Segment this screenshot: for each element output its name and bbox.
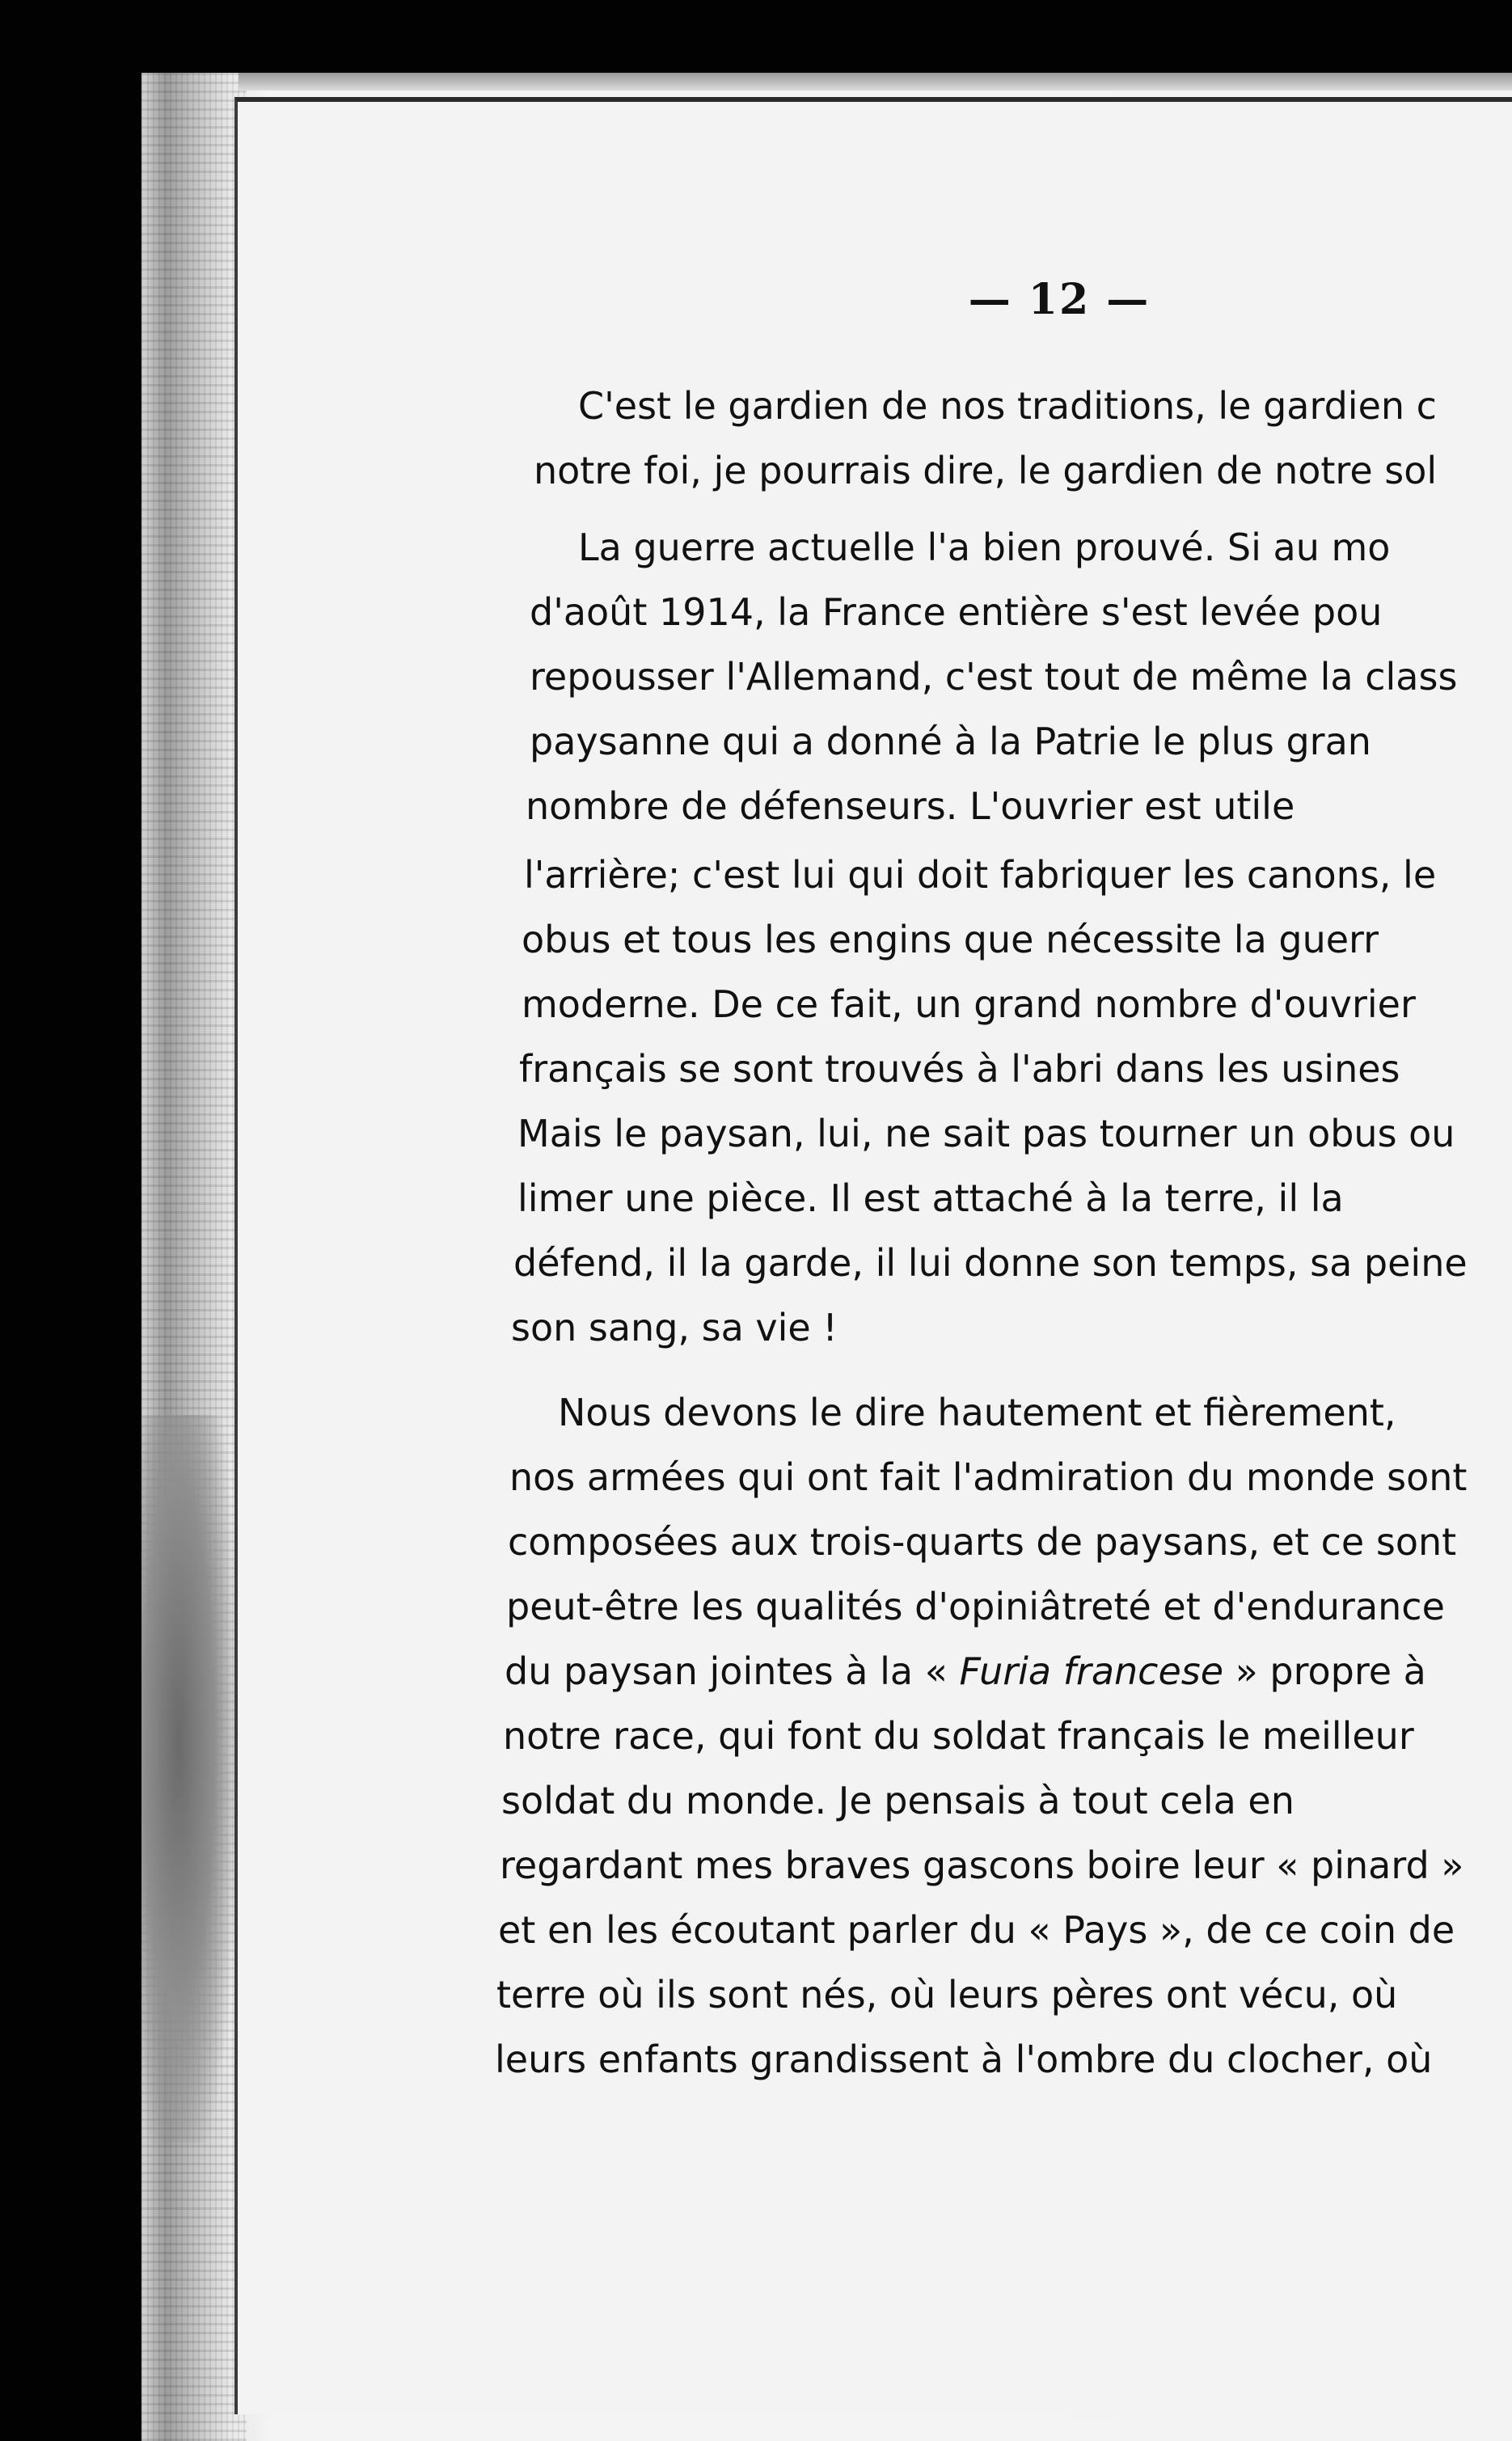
text-line: terre où ils sont nés, où leurs pères ont vécu, où	[496, 1973, 1398, 2017]
text-line: l'arrière; c'est lui qui doit fabriquer les canons, le	[524, 853, 1437, 897]
text-line: composées aux trois-quarts de paysans, et ce sont	[508, 1520, 1457, 1564]
text-line: regardant mes braves gascons boire leur « pinard »	[500, 1843, 1464, 1887]
text-line: limer une pièce. Il est attaché à la terre, il la	[517, 1176, 1344, 1220]
text-line: d'août 1914, la France entière s'est levée pou	[530, 590, 1383, 634]
text-line: son sang, sa vie !	[511, 1306, 838, 1349]
text-line: moderne. De ce fait, un grand nombre d'ouvrier	[522, 982, 1416, 1026]
text-line: La guerre actuelle l'a bien prouvé. Si au mo	[578, 526, 1391, 569]
text-line: nombre de défenseurs. L'ouvrier est utile	[526, 784, 1295, 828]
text-line: C'est le gardien de nos traditions, le gardien c	[578, 384, 1437, 428]
page-stain	[141, 1415, 234, 2143]
text-line: peut-être les qualités d'opiniâtreté et d'endurance	[506, 1585, 1445, 1628]
text-line: soldat du monde. Je pensais à tout cela en	[501, 1779, 1294, 1822]
text-line: défend, il la garde, il lui donne son temps, sa peine	[513, 1241, 1468, 1285]
text-line: Nous devons le dire hautement et fièrement,	[558, 1391, 1396, 1434]
text-line: français se sont trouvés à l'abri dans les usines	[519, 1047, 1400, 1091]
text-line: repousser l'Allemand, c'est tout de même la class	[530, 655, 1458, 699]
italic-phrase: Furia francese	[959, 1649, 1224, 1693]
text-line: obus et tous les engins que nécessite la guerr	[522, 918, 1379, 961]
text-line: Mais le paysan, lui, ne sait pas tourner un obus ou	[517, 1112, 1455, 1155]
text-line: notre foi, je pourrais dire, le gardien de notre sol	[534, 449, 1438, 492]
text-line: leurs enfants grandissent à l'ombre du clocher, où	[495, 2038, 1433, 2081]
text-segment: du paysan jointes à la «	[505, 1649, 960, 1693]
text-line: notre race, qui font du soldat français le meilleur	[503, 1714, 1414, 1758]
page-number: — 12 —	[968, 275, 1151, 324]
text-line-with-italic	[505, 1649, 1426, 1693]
text-line: nos armées qui ont fait l'admiration du monde sont	[509, 1455, 1468, 1499]
text-line: paysanne qui a donné à la Patrie le plus gran	[530, 720, 1371, 763]
text-segment: » propre à	[1223, 1649, 1426, 1693]
text-line: et en les écoutant parler du « Pays », de ce coin de	[498, 1908, 1455, 1952]
